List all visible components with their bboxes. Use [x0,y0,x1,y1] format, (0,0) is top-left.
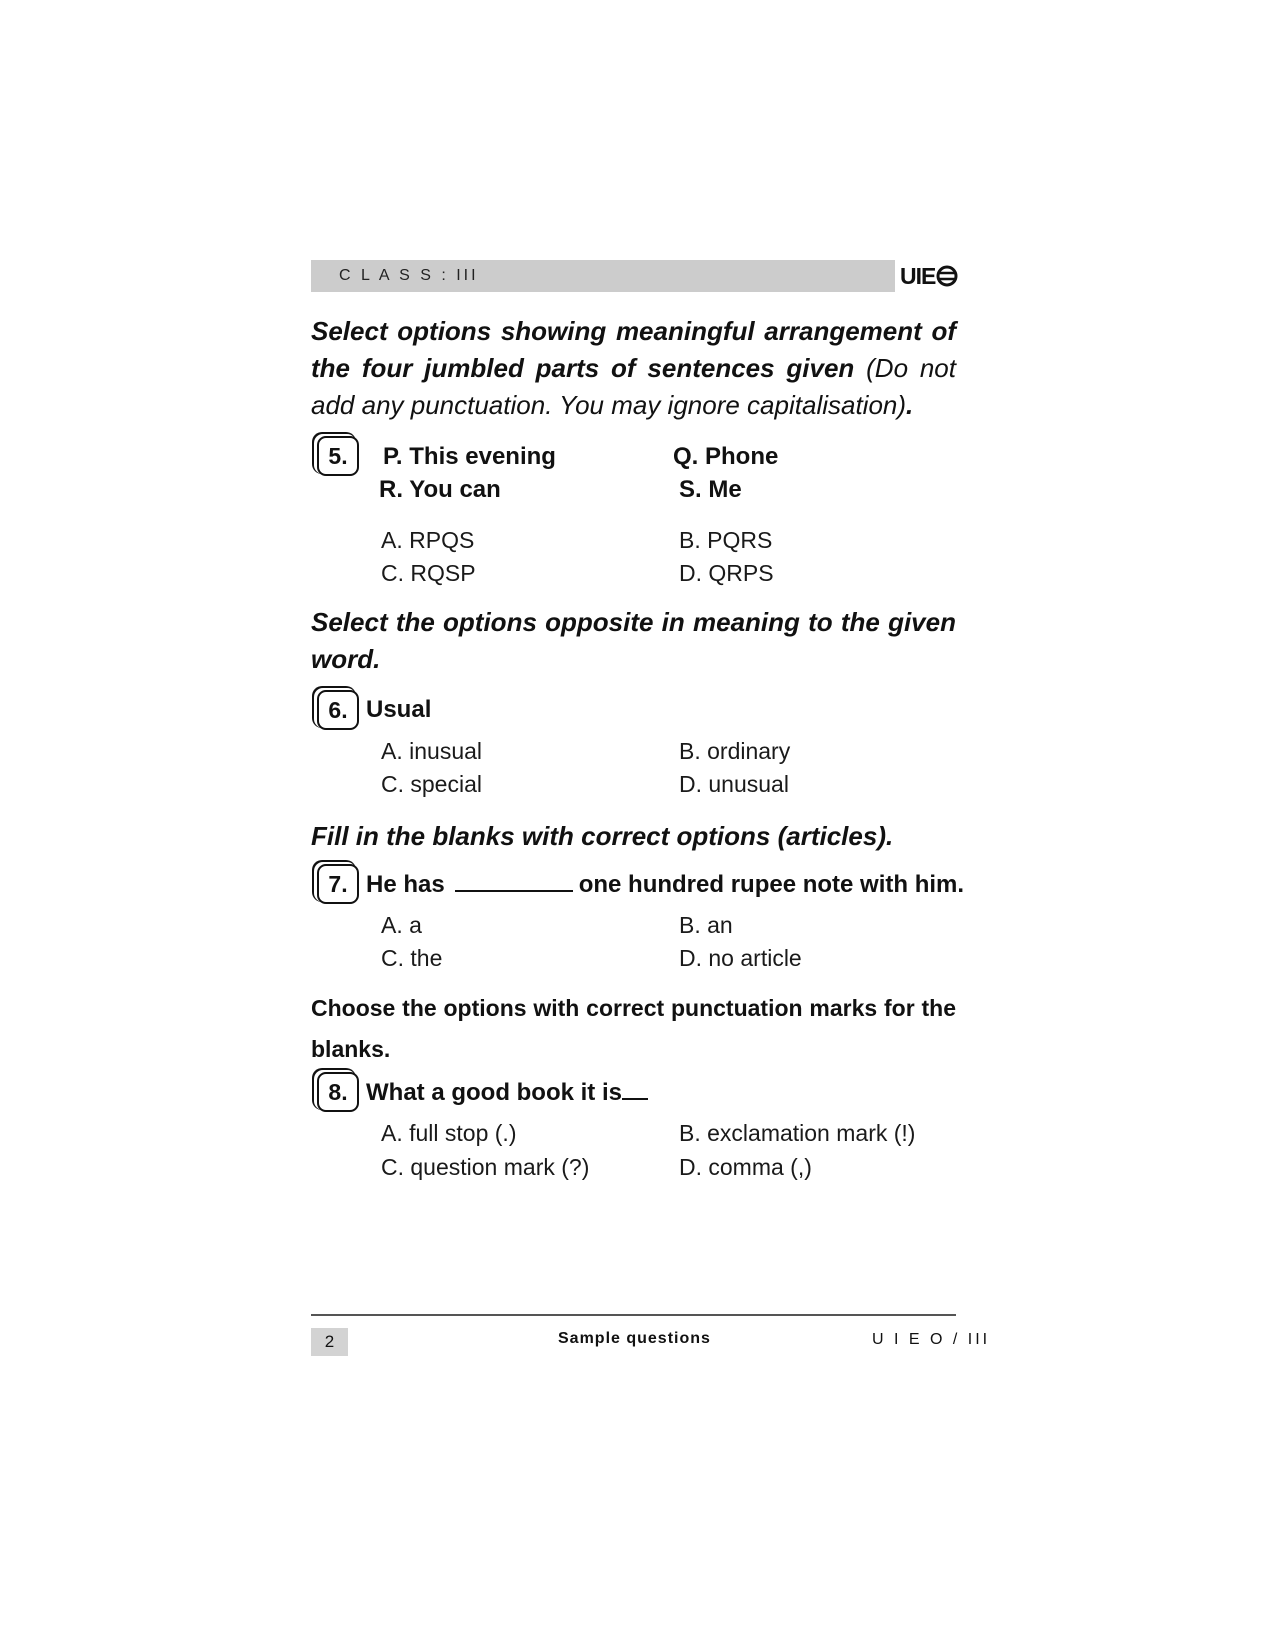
logo-text: UIE [900,262,936,289]
q7-option-a[interactable]: A. a [381,912,422,938]
q5-option-a[interactable]: A. RPQS [381,527,475,553]
q5-option-b[interactable]: B. PQRS [679,527,773,553]
q8-option-c[interactable]: C. question mark (?) [381,1154,590,1180]
q6-option-b[interactable]: B. ordinary [679,738,791,764]
part-s: S. Me [679,476,742,503]
footer-divider [311,1314,956,1316]
q8-sentence: What a good book it is [366,1078,648,1107]
instruction-articles: Fill in the blanks with correct options (articles). [311,821,894,851]
part-p: P. This evening [383,443,556,470]
q7-blank [455,870,573,892]
part-r: R. You can [379,476,501,503]
q7-sentence: He has one hundred rupee note with him. [366,871,965,898]
q7-option-c[interactable]: C. the [381,945,443,971]
part-q: Q. Phone [673,443,779,470]
question-number-8: 8. [317,1072,359,1112]
q5-option-d[interactable]: D. QRPS [679,560,774,586]
instruction-punctuation: Choose the options with correct punctuation marks for the blanks. [311,995,956,1062]
q8-option-a[interactable]: A. full stop (.) [381,1120,517,1146]
question-number-7: 7. [317,864,359,904]
class-label: C L A S S : III [339,267,479,284]
footer-exam-code: U I E O / III [872,1331,991,1348]
q8-option-d[interactable]: D. comma (,) [679,1154,812,1180]
footer-title: Sample questions [558,1330,711,1347]
page-number: 2 [311,1328,348,1356]
q5-option-c[interactable]: C. RQSP [381,560,476,586]
q8-blank [622,1078,648,1100]
q6-option-c[interactable]: C. special [381,771,482,797]
q7-option-d[interactable]: D. no article [679,945,802,971]
question-number-6: 6. [317,690,359,730]
q6-option-d[interactable]: D. unusual [679,771,789,797]
question-number-5: 5. [317,436,359,476]
q6-word: Usual [366,696,432,723]
q6-option-a[interactable]: A. inusual [381,738,483,764]
uieo-logo [900,262,958,290]
q8-option-b[interactable]: B. exclamation mark (!) [679,1120,916,1146]
instruction-opposite: Select the options opposite in meaning to the given word. [311,607,956,674]
q7-option-b[interactable]: B. an [679,912,733,938]
instruction-jumbled: Select options showing meaningful arrangement of the four jumbled parts of sentences given (Do not add any punctuation. You may ignore capitalisation). [311,316,956,420]
globe-icon [936,265,958,287]
